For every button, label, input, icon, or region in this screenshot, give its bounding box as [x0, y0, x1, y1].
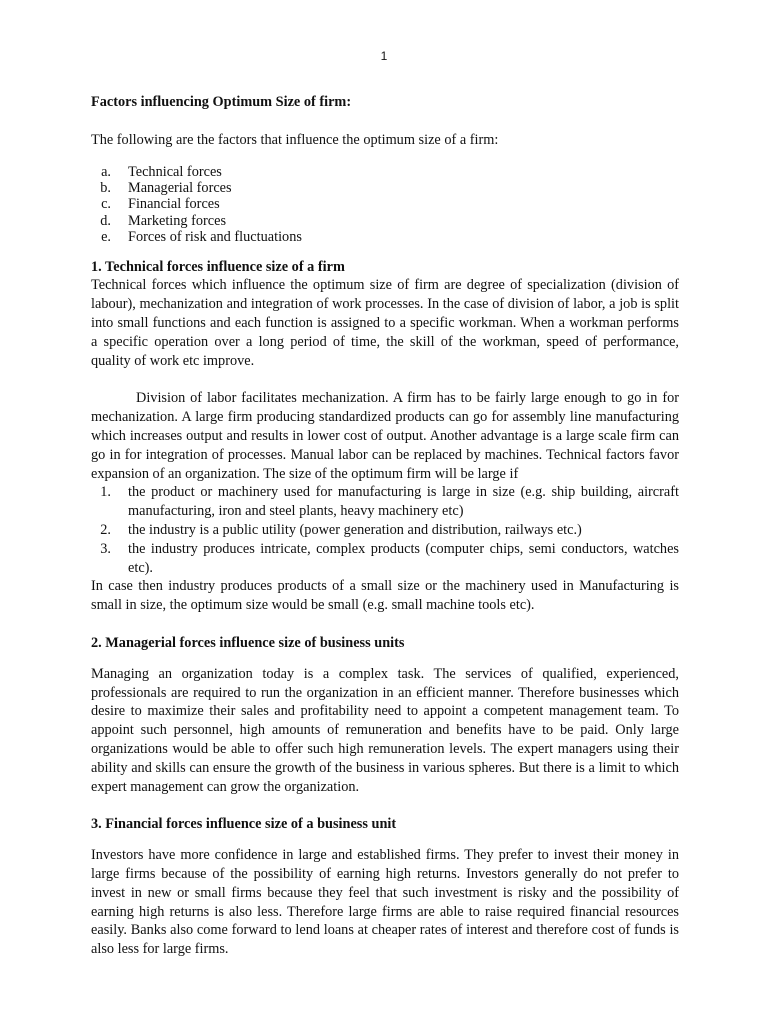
list-item-text: the industry produces intricate, complex products (computer chips, semi conductors, watches etc). [128, 540, 679, 576]
page-number: 1 [380, 49, 388, 63]
paragraph: Investors have more confidence in large and established firms. They prefer to invest their money in large firms because of the possibility of earning high returns. Investors generally do not prefer to invest in new or small firms because they feel that such investment is risky and the possibility of earning high returns is also less. Therefore large firms are able to raise required financial resources easily. Banks also come forward to lend loans at cheaper rates of interest and therefore cost of funds is also less for large firms. [91, 847, 679, 958]
list-marker: 1. [100, 484, 111, 501]
paragraph: Managing an organization today is a complex task. The services of qualified, experienced, professionals are required to run the organization in an efficient manner. Therefore businesses which desire to maximize their sales and profitability need to appoint a competent management team. To appoint such personnel, high amounts of remuneration and benefits have to be paid. Only large organizations would be able to offer such high remuneration levels. The expert managers using their ability and skills can ensure the growth of the business in various spheres. But there is a limit to which expert management can grow the organization. [91, 665, 679, 795]
list-item [91, 196, 679, 212]
list-marker: b. [100, 180, 111, 196]
list-marker: e. [101, 229, 111, 246]
list-marker: 2. [100, 521, 111, 538]
document-body [91, 93, 679, 959]
document-title: Factors influencing Optimum Size of firm: [91, 94, 352, 110]
intro-text: The following are the factors that influence the optimum size of a firm: [91, 131, 499, 148]
factors-list [91, 164, 679, 246]
list-item [91, 229, 679, 245]
section-heading-technical: 1. Technical forces influence size of a firm [91, 258, 345, 275]
list-marker: d. [100, 212, 111, 229]
list-marker: 3. [100, 540, 111, 557]
conditions-list [91, 483, 679, 577]
section-heading-financial: 3. Financial forces influence size of a business unit [91, 816, 397, 833]
list-item [91, 521, 679, 540]
section-heading-managerial: 2. Managerial forces influence size of business units [91, 634, 405, 651]
list-item [91, 483, 679, 521]
list-item [91, 164, 679, 180]
list-item-text: Financial forces [128, 196, 220, 213]
paragraph: Technical forces which influence the optimum size of firm are degree of specialization (division of labour), mechanization and integration of work processes. In the case of division of labor, a job is split into small functions and each function is assigned to a specific workman. When a workman performs a specific operation over a long period of time, the skill of the workman, speed of performance, quality of work etc improve. [91, 277, 679, 369]
list-item [91, 180, 679, 196]
list-item-text: Technical forces [128, 163, 222, 180]
list-marker: a. [101, 163, 111, 180]
list-item-text: Marketing forces [128, 212, 227, 229]
list-item-text: Forces of risk and fluctuations [128, 229, 302, 246]
list-item [91, 540, 679, 578]
list-item-text: Managerial forces [128, 180, 232, 196]
paragraph: In case then industry produces products of a small size or the machinery used in Manufacturing is small in size, the optimum size would be small (e.g. small machine tools etc). [91, 578, 679, 614]
list-item [91, 213, 679, 229]
paragraph: Division of labor facilitates mechanization. A firm has to be fairly large enough to go in for mechanization. A large firm producing standardized products can go for assembly line manufacturing which increases output and results in lower cost of output. Another advantage is a large scale firm can go in for integration of processes. Manual labor can be replaced by machines. Technical factors favor expansion of an organization. The size of the optimum firm will be large if [91, 390, 679, 482]
list-marker: c. [101, 196, 111, 213]
list-item-text: the product or machinery used for manufacturing is large in size (e.g. ship building, aircraft manufacturing, iron and steel plants, heavy machinery etc) [128, 484, 679, 520]
list-item-text: the industry is a public utility (power generation and distribution, railways etc.) [128, 521, 582, 538]
